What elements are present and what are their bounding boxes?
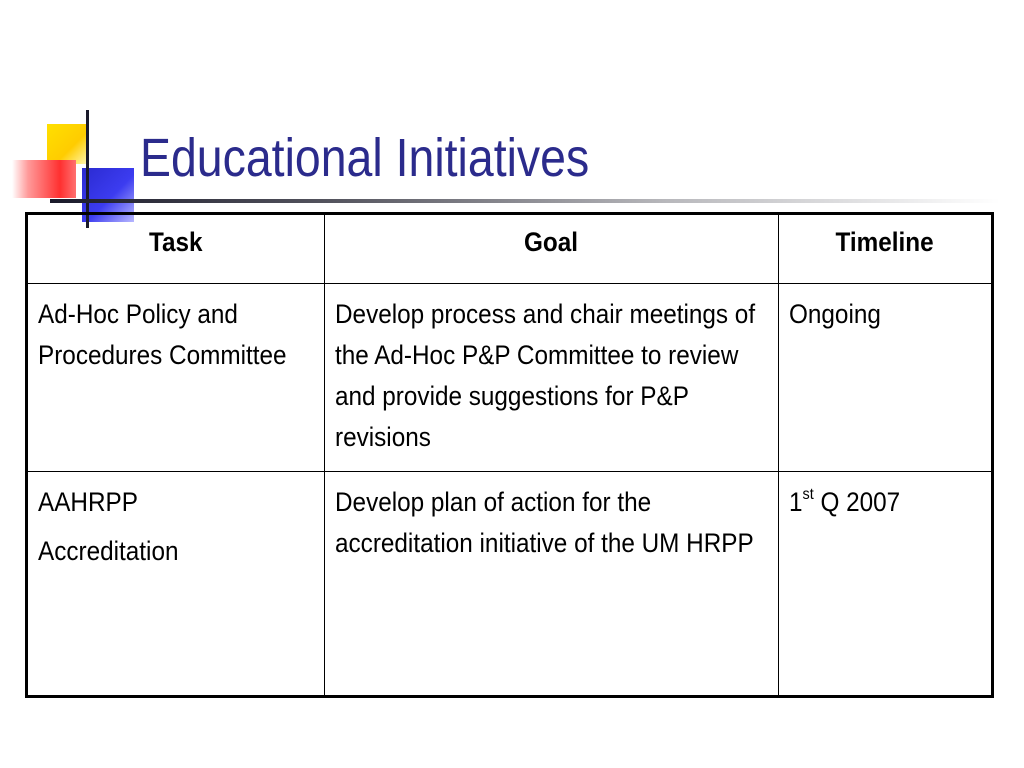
table-row — [27, 472, 993, 697]
goal-cell: Develop process and chair meetings of the Ad-Hoc P&P Committee to review and provide suggestions for P&P revisions — [325, 284, 779, 472]
timeline-ordinal-suffix: st — [802, 486, 814, 503]
table-row — [27, 284, 993, 472]
task-cell: Ad-Hoc Policy and Procedures Committee — [27, 284, 325, 472]
header-timeline: Timeline — [779, 214, 993, 284]
header-task: Task — [27, 214, 325, 284]
logo-red-square — [12, 160, 76, 198]
header-goal: Goal — [325, 214, 779, 284]
slide-logo-decoration — [0, 0, 140, 230]
logo-yellow-square — [47, 124, 87, 164]
timeline-number: 1 — [789, 487, 803, 517]
timeline-cell — [779, 472, 993, 697]
task-line-1: AAHRPP — [38, 487, 138, 517]
timeline-quarter: Q 2007 — [813, 487, 901, 517]
table-header-row — [27, 214, 993, 284]
logo-vertical-line — [86, 110, 89, 228]
task-line-2: Accreditation — [38, 536, 179, 566]
goal-cell: Develop plan of action for the accreditation initiative of the UM HRPP — [325, 472, 779, 697]
title-underline — [50, 199, 1000, 203]
task-cell — [27, 472, 325, 697]
timeline-cell: Ongoing — [779, 284, 993, 472]
initiatives-table — [25, 212, 994, 698]
slide-title: Educational Initiatives — [140, 128, 590, 188]
